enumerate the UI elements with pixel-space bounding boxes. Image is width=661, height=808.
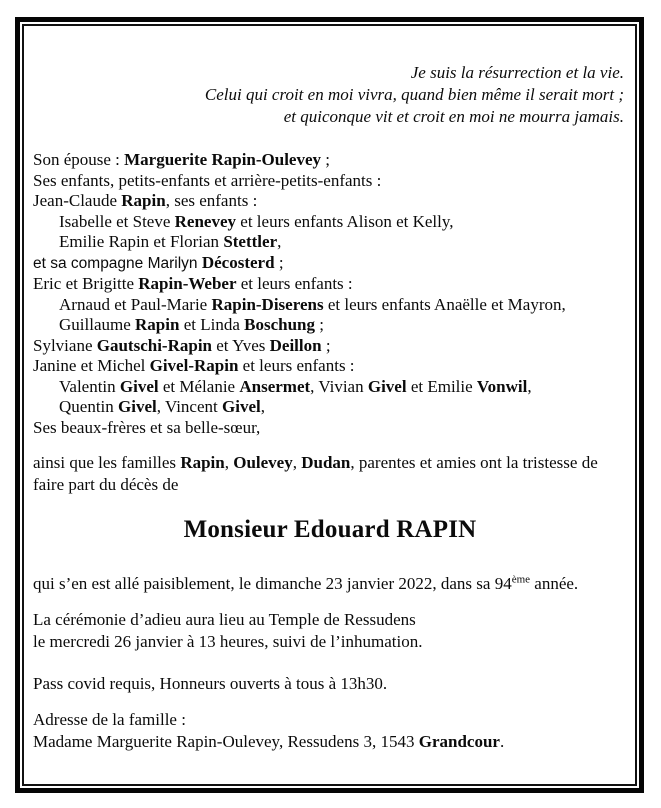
bold-text-segment: Deillon xyxy=(269,335,322,355)
text-segment: ; xyxy=(274,252,284,272)
text-line xyxy=(33,150,627,171)
bold-text-segment: Marguerite Rapin-Oulevey xyxy=(124,150,322,169)
text-segment: Ses beaux-frères et sa belle-sœur, xyxy=(33,417,261,437)
text-segment: , Vincent xyxy=(156,397,222,416)
text-line xyxy=(33,171,627,192)
bold-text-segment: Givel xyxy=(119,376,159,396)
text-line xyxy=(33,377,627,398)
text-segment: et leurs enfants Anaëlle et Mayron, xyxy=(323,294,566,314)
bold-text-segment: Givel xyxy=(222,397,261,416)
text-segment: Isabelle et Steve xyxy=(59,211,175,231)
text-segment: Adresse de la famille : xyxy=(33,710,186,729)
text-segment: Sylviane xyxy=(33,335,97,355)
text-segment: , xyxy=(527,376,532,396)
text-segment: Arnaud et Paul-Marie xyxy=(59,294,212,314)
text-segment: et Linda xyxy=(179,315,245,334)
text-segment: et sa compagne Marilyn xyxy=(33,254,202,272)
text-line xyxy=(33,295,627,316)
text-segment: , xyxy=(277,232,282,251)
bold-text-segment: Décosterd xyxy=(201,252,275,272)
text-segment: , xyxy=(260,397,265,416)
bold-text-segment: Boschung xyxy=(244,315,315,334)
text-line xyxy=(33,418,627,439)
text-segment: Eric et Brigitte xyxy=(33,274,139,293)
family-list xyxy=(33,150,627,438)
bold-text-segment: Givel xyxy=(118,397,157,416)
bold-text-segment: Stettler xyxy=(223,232,278,251)
text-segment: Ses enfants, petits-enfants et arrière-petits-enfants : xyxy=(33,170,382,190)
text-line xyxy=(33,191,627,212)
text-segment: , xyxy=(224,453,234,472)
text-line xyxy=(33,212,627,233)
text-line xyxy=(33,253,627,275)
bold-text-segment: Rapin xyxy=(121,191,166,210)
text-line: le mercredi 26 janvier à 13 heures, suivi de l’inhumation. xyxy=(33,632,423,651)
bold-text-segment: Rapin xyxy=(135,315,180,334)
text-segment: ; xyxy=(321,150,331,169)
bold-text-segment: Oulevey xyxy=(233,453,293,472)
scripture-quote xyxy=(33,62,627,128)
bold-text-segment: Rapin xyxy=(180,453,225,472)
text-line: Je suis la résurrection et la vie. xyxy=(410,63,624,82)
text-line xyxy=(33,709,627,731)
text-segment: Guillaume xyxy=(59,315,136,334)
ceremony-paragraph xyxy=(33,609,627,653)
text-segment: , Vivian xyxy=(310,376,368,396)
text-segment: Quentin xyxy=(59,397,119,416)
text-segment: Madame Marguerite Rapin-Oulevey, Ressudens 3, 1543 xyxy=(33,732,419,751)
text-segment: ; xyxy=(321,335,331,355)
text-line xyxy=(33,232,627,253)
text-line xyxy=(33,356,627,377)
text-line: et quiconque vit et croit en moi ne mourra jamais. xyxy=(283,107,624,126)
death-date-line xyxy=(33,573,627,594)
text-segment: et leurs enfants Alison et Kelly, xyxy=(236,211,454,231)
text-line xyxy=(33,731,627,753)
bold-text-segment: Ansermet xyxy=(239,376,311,396)
text-segment: et Emilie xyxy=(406,376,477,396)
family-address-paragraph xyxy=(33,709,627,753)
document-content xyxy=(24,62,635,753)
text-segment: Jean-Claude xyxy=(33,191,122,210)
text-segment: Son épouse : xyxy=(33,150,125,169)
text-segment: ème xyxy=(511,573,531,586)
text-segment: et leurs enfants : xyxy=(238,356,355,375)
announcement-paragraph xyxy=(33,452,627,496)
text-line xyxy=(33,474,627,496)
text-segment: , ses enfants : xyxy=(165,191,258,210)
text-segment: faire part du décès de xyxy=(33,475,179,494)
deceased-name-heading: Monsieur Edouard RAPIN xyxy=(183,516,477,543)
text-segment: et leurs enfants : xyxy=(236,274,353,293)
text-line xyxy=(33,452,627,474)
text-line xyxy=(33,336,627,357)
text-segment: , parentes et amies ont la tristesse de xyxy=(350,453,598,472)
text-segment: qui s’en est allé paisiblement, le dimanche 23 janvier 2022, dans sa 94 xyxy=(33,574,512,593)
text-segment: . xyxy=(499,732,505,751)
text-segment: Valentin xyxy=(59,376,120,396)
text-line: La cérémonie d’adieu aura lieu au Temple de Ressudens xyxy=(33,610,416,629)
outer-border-frame xyxy=(15,17,644,793)
text-segment: et Yves xyxy=(212,335,270,355)
bold-text-segment: Vonwil xyxy=(476,376,528,396)
covid-notice-line: Pass covid requis, Honneurs ouverts à tous à 13h30. xyxy=(33,674,388,693)
text-segment: ; xyxy=(314,315,324,334)
text-segment: Emilie Rapin et Florian xyxy=(59,232,224,251)
bold-text-segment: Grandcour xyxy=(418,732,500,751)
text-segment: ainsi que les familles xyxy=(33,453,181,472)
bold-text-segment: Renevey xyxy=(174,211,237,231)
inner-border-frame xyxy=(22,24,637,786)
text-segment: Janine et Michel xyxy=(33,356,150,375)
text-segment: et Mélanie xyxy=(158,376,240,396)
text-line xyxy=(33,315,627,336)
bold-text-segment: Rapin-Diserens xyxy=(211,294,324,314)
text-line: Celui qui croit en moi vivra, quand bien même il serait mort ; xyxy=(204,85,624,104)
text-segment: année. xyxy=(530,574,579,593)
bold-text-segment: Givel xyxy=(367,376,407,396)
text-segment: , xyxy=(292,453,302,472)
bold-text-segment: Dudan xyxy=(301,453,351,472)
text-line xyxy=(33,274,627,295)
bold-text-segment: Givel-Rapin xyxy=(149,356,239,375)
text-line xyxy=(33,397,627,418)
bold-text-segment: Gautschi-Rapin xyxy=(96,335,212,355)
bold-text-segment: Rapin-Weber xyxy=(138,274,237,293)
